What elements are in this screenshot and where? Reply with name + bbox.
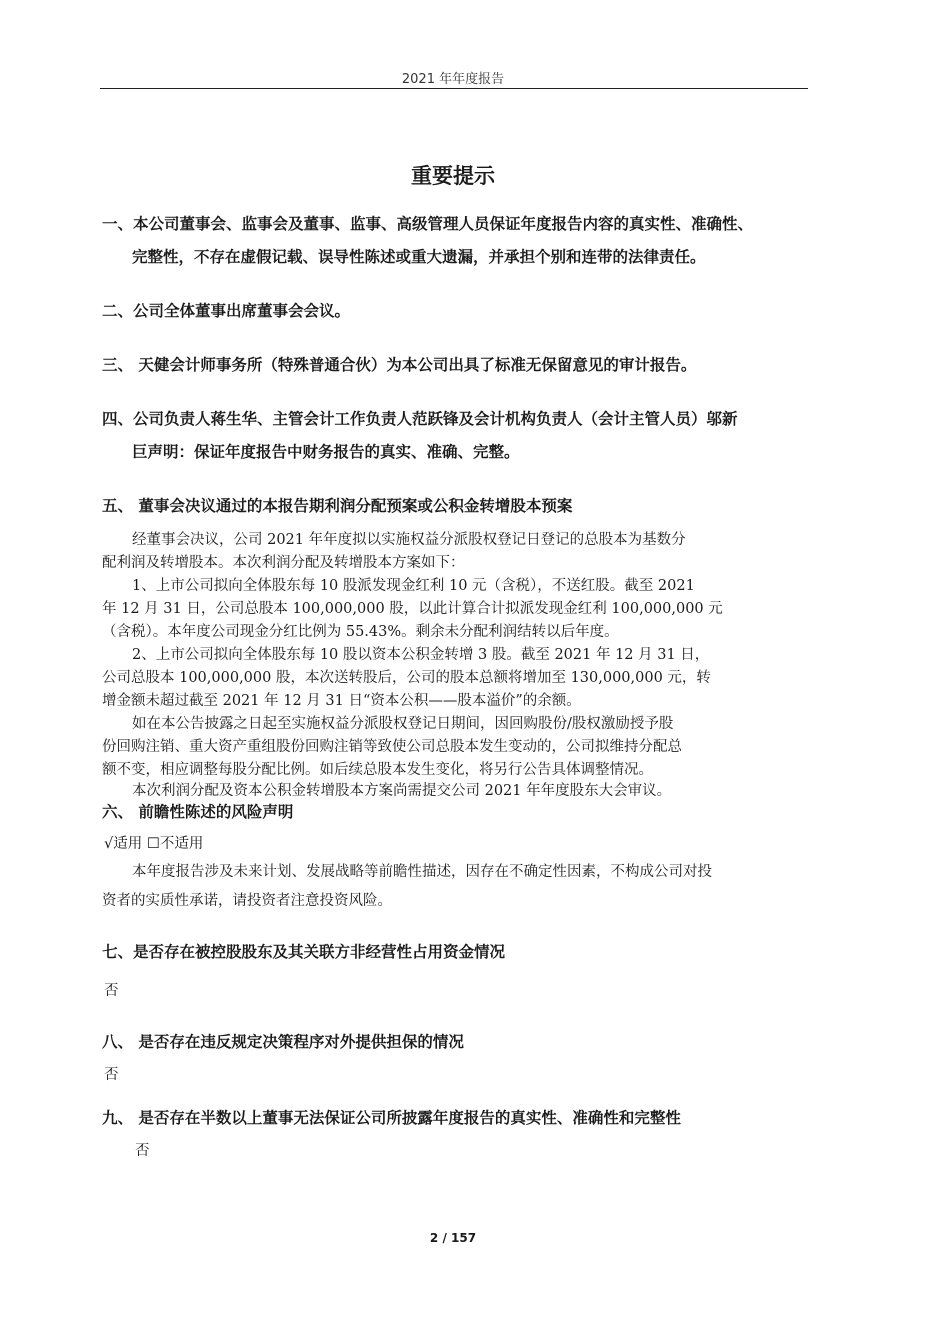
s6-line2: 资者的实质性承诺，请投资者注意投资风险。 bbox=[102, 893, 392, 909]
s1-line2: 完整性，不存在虚假记载、误导性陈述或重大遗漏，并承担个别和连带的法律责任。 bbox=[132, 248, 706, 266]
s2-line1: 二、公司全体董事出席董事会会议。 bbox=[102, 302, 351, 320]
s5-line: 经董事会决议，公司 2021 年年度拟以实施权益分派股权登记日登记的总股本为基数分 bbox=[132, 532, 686, 548]
s5-line: 1、上市公司拟向全体股东每 10 股派发现金红利 10 元（含税），不送红股。截至 2021 bbox=[132, 578, 695, 594]
running-header: 2021 年年度报告 bbox=[401, 72, 505, 87]
s5-line: 2、上市公司拟向全体股东每 10 股以资本公积金转增 3 股。截至 2021 年 12 月 31 日， bbox=[132, 647, 710, 663]
s5-line: （含税）。本年度公司现金分红比例为 55.43%。剩余未分配利润结转以后年度。 bbox=[102, 624, 619, 640]
header-rule bbox=[100, 88, 808, 89]
s8-answer: 否 bbox=[104, 1067, 119, 1083]
s5-line: 公司总股本 100,000,000 股，本次送转股后，公司的股本总额将增加至 130,000,000 元，转 bbox=[102, 670, 711, 686]
s8-heading: 八、 是否存在违反规定决策程序对外提供担保的情况 bbox=[102, 1033, 464, 1051]
s6-heading: 六、 前瞻性陈述的风险声明 bbox=[102, 803, 294, 821]
s6-line1: 本年度报告涉及未来计划、发展战略等前瞻性描述，因存在不确定性因素，不构成公司对投 bbox=[132, 864, 712, 880]
s3-line1: 三、 天健会计师事务所（特殊普通合伙）为本公司出具了标准无保留意见的审计报告。 bbox=[102, 356, 697, 374]
s9-answer: 否 bbox=[135, 1143, 150, 1159]
s7-answer: 否 bbox=[104, 983, 119, 999]
s9-heading: 九、 是否存在半数以上董事无法保证公司所披露年度报告的真实性、准确性和完整性 bbox=[102, 1109, 681, 1127]
s5-line: 额不变，相应调整每股分配比例。如后续总股本发生变化，将另行公告具体调整情况。 bbox=[102, 762, 653, 778]
s5-line: 份回购注销、重大资产重组股份回购注销等致使公司总股本发生变动的，公司拟维持分配总 bbox=[102, 739, 682, 755]
s5-line: 年 12 月 31 日，公司总股本 100,000,000 股，以此计算合计拟派发现金红利 100,000,000 元 bbox=[102, 601, 723, 617]
s5-heading: 五、 董事会决议通过的本报告期利润分配预案或公积金转增股本预案 bbox=[102, 497, 573, 515]
s4-line1: 四、公司负责人蒋生华、主管会计工作负责人范跃锋及会计机构负责人（会计主管人员）邬新 bbox=[102, 410, 738, 428]
applicability-check: √适用 ☐不适用 bbox=[104, 836, 204, 852]
s5-line: 如在本公告披露之日起至实施权益分派股权登记日期间，因回购股份/股权激励授予股 bbox=[132, 716, 674, 732]
s5-line: 配利润及转增股本。本次利润分配及转增股本方案如下： bbox=[102, 555, 465, 571]
page-number: 2 / 157 bbox=[429, 1231, 477, 1245]
s1-line1: 一、本公司董事会、监事会及董事、监事、高级管理人员保证年度报告内容的真实性、准确性、 bbox=[102, 215, 754, 233]
s7-heading: 七、是否存在被控股股东及其关联方非经营性占用资金情况 bbox=[102, 943, 506, 961]
page-title: 重要提示 bbox=[411, 164, 495, 188]
s5-line: 增金额未超过截至 2021 年 12 月 31 日“资本公积——股本溢价”的余额。 bbox=[102, 693, 581, 709]
s5-line: 本次利润分配及资本公积金转增股本方案尚需提交公司 2021 年年度股东大会审议。 bbox=[132, 783, 672, 799]
s4-line2: 巨声明：保证年度报告中财务报告的真实、准确、完整。 bbox=[132, 443, 520, 461]
